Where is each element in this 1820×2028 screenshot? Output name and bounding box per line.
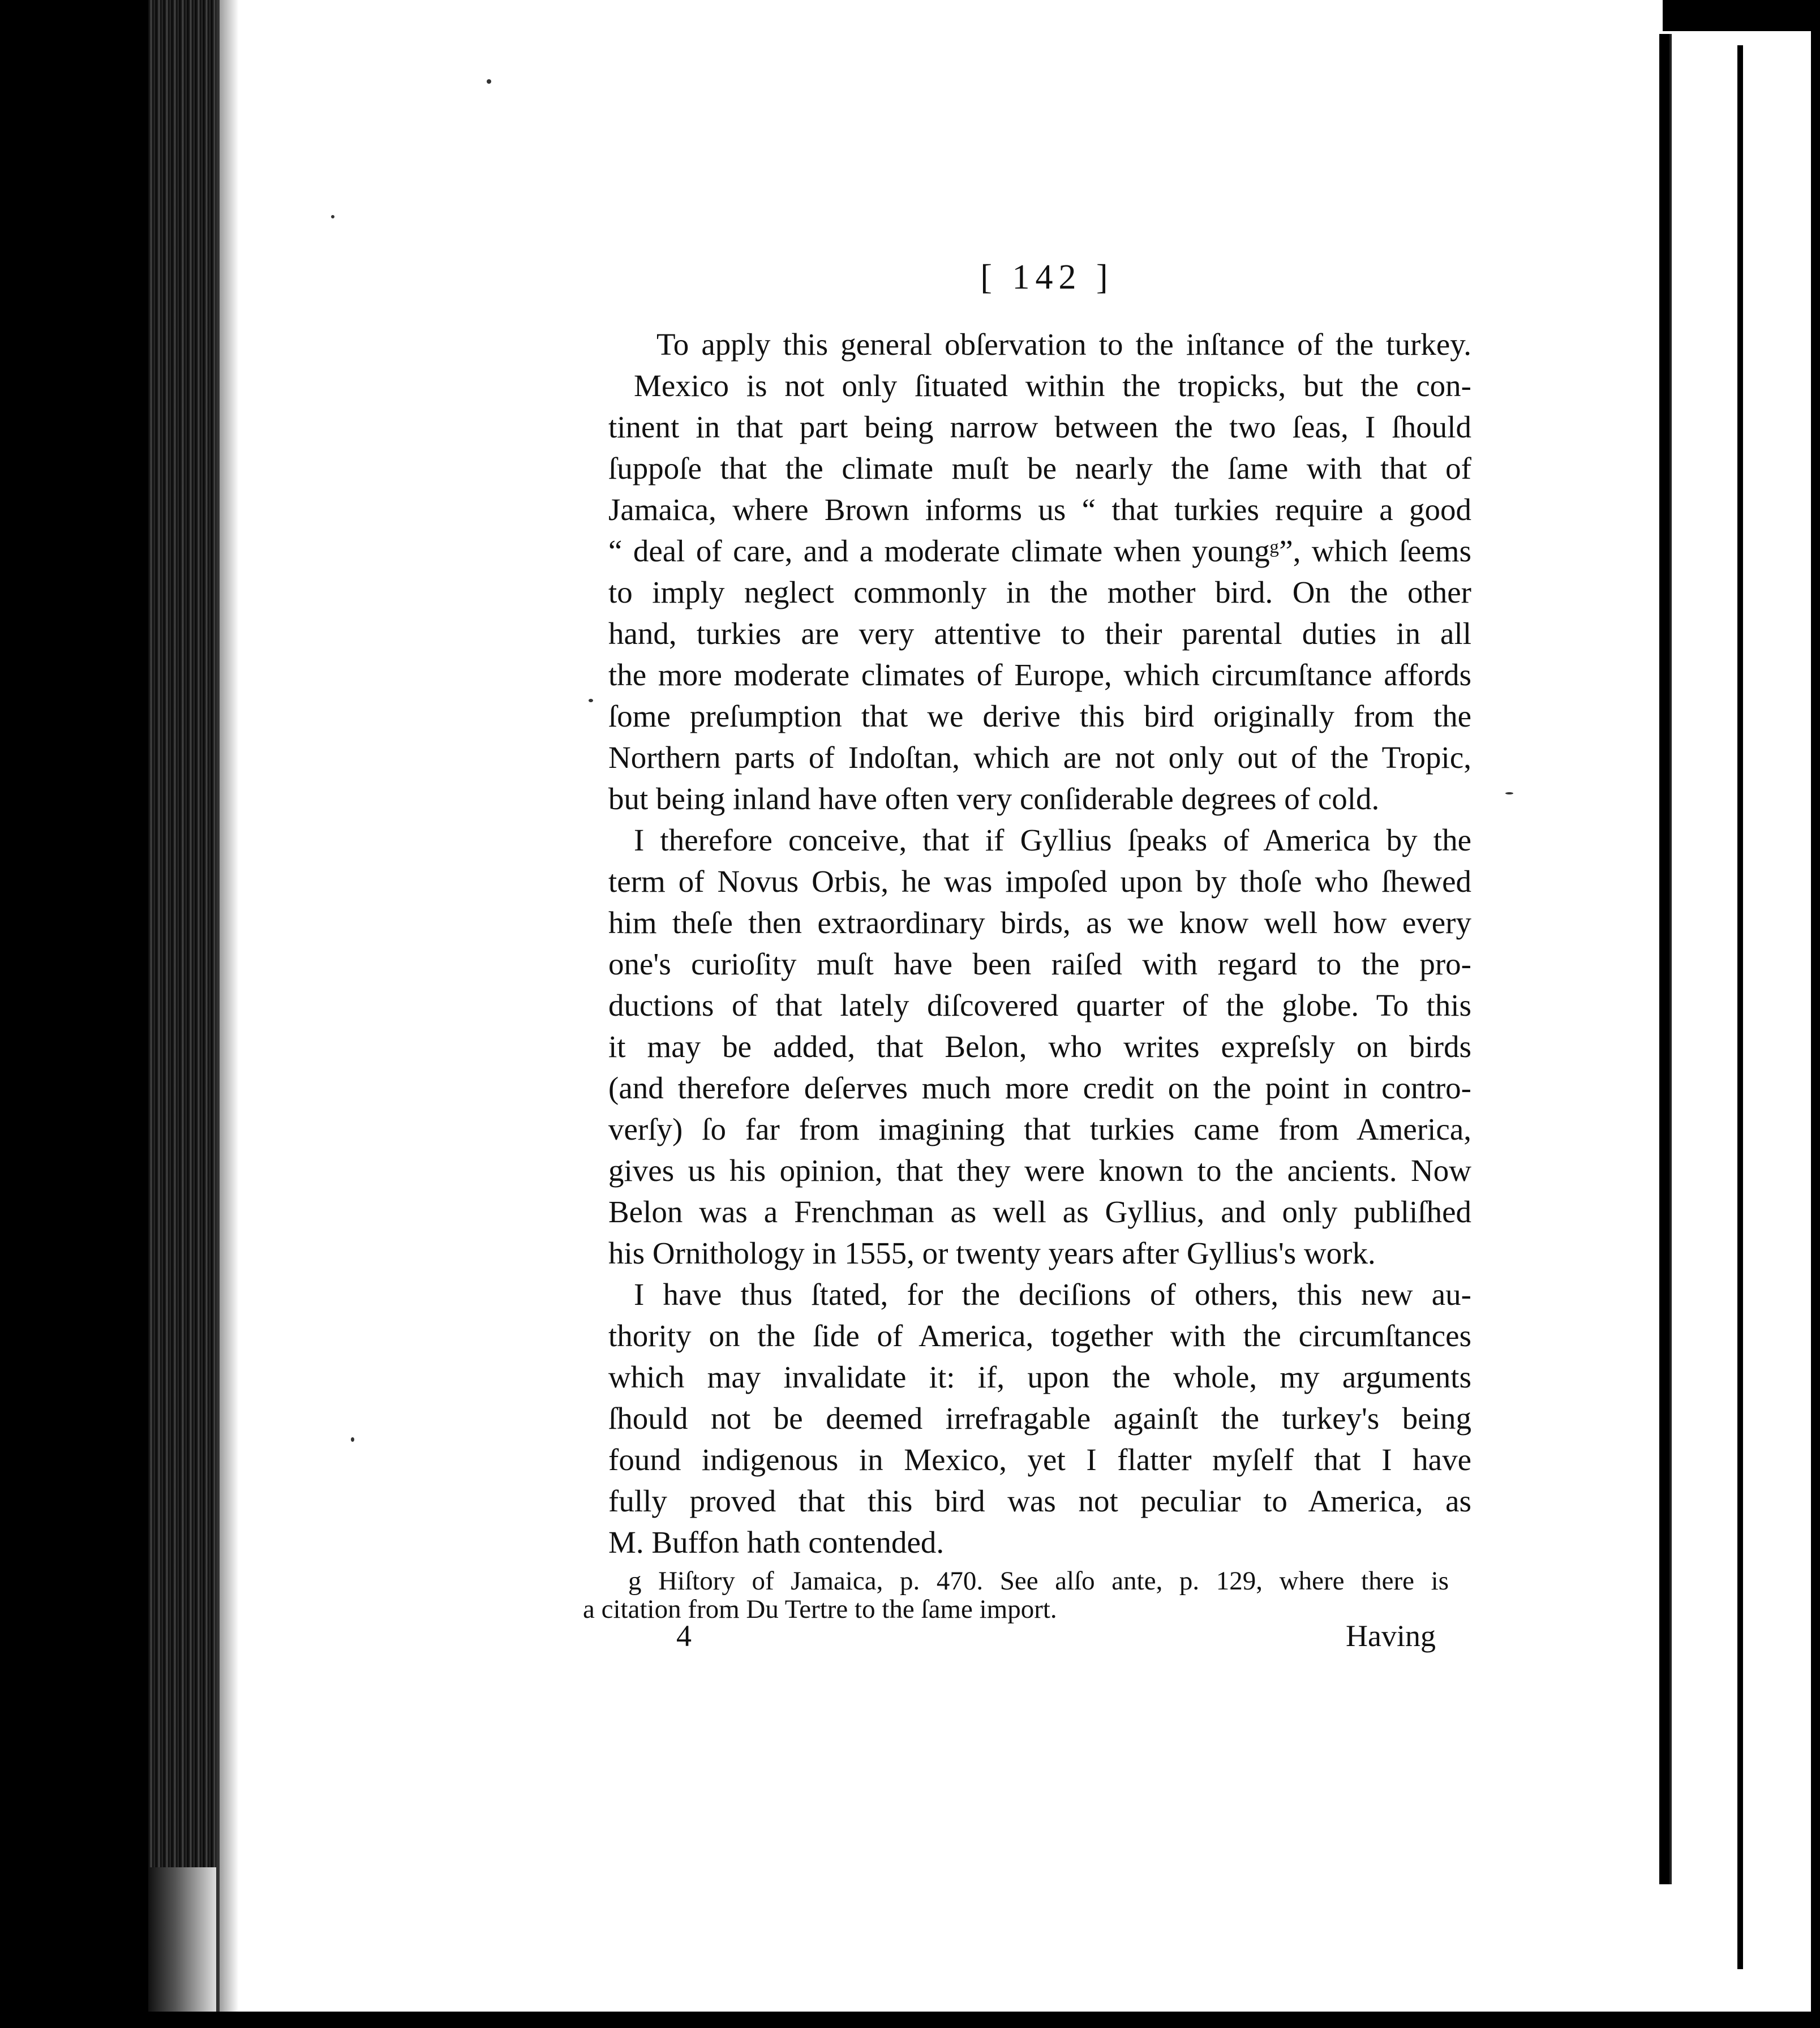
text-line: term of Novus Orbis, he was impoſed upon by thoſe who ſhewed (608, 864, 1471, 899)
text-line: it may be added, that Belon, who writes expreſsly on birds (608, 1029, 1471, 1064)
opposite-page-edge (1737, 45, 1820, 1969)
right-margin (1669, 34, 1728, 1884)
text-line: ſuppoſe that the climate muſt be nearly the ſame with that of (608, 451, 1471, 485)
catchword: Having (1346, 1619, 1436, 1653)
book-page-edges-lower (148, 1867, 216, 2012)
text-line: the more moderate climates of Europe, which circumſtance affords (608, 658, 1471, 692)
text-line: his Ornithology in 1555, or twenty years after Gyllius's work. (608, 1236, 1376, 1270)
speck (487, 79, 491, 84)
book-page-edges (148, 0, 216, 1867)
text-line: verſy) ſo far from imagining that turkies came from America, (608, 1112, 1471, 1146)
text-line: gives us his opinion, that they were known to the ancients. Now (608, 1153, 1471, 1188)
speck (1505, 792, 1513, 794)
text-line: “ deal of care, and a moderate climate when youngᵍ”, which ſeems (608, 534, 1471, 568)
text-line: I have thus ſtated, for the deciſions of others, this new au- (634, 1277, 1471, 1312)
speck (331, 215, 334, 218)
text-line: Mexico is not only ſituated within the tropicks, but the con- (634, 368, 1471, 403)
speck (589, 699, 593, 702)
text-line: ductions of that lately diſcovered quarter of the globe. To this (608, 988, 1471, 1022)
text-line: hand, turkies are very attentive to their parental duties in all (608, 616, 1471, 651)
text-line: thority on the ſide of America, together with the circumſtances (608, 1318, 1471, 1353)
text-line: (and therefore deſerves much more credit on the point in contro- (608, 1071, 1471, 1105)
speck (351, 1437, 354, 1442)
text-line: fully proved that this bird was not peculiar to America, as (608, 1484, 1471, 1518)
footnote-line: a citation from Du Tertre to the ſame import. (583, 1595, 1057, 1624)
signature-mark: 4 (676, 1619, 692, 1653)
text-line: him theſe then extraordinary birds, as we know well how every (608, 905, 1471, 940)
text-line: one's curioſity muſt have been raiſed with regard to the pro- (608, 947, 1471, 981)
scan-border-bottom (0, 2012, 1820, 2028)
text-line: Northern parts of Indoſtan, which are not only out of the Tropic, (608, 740, 1471, 775)
right-page-edge (1659, 34, 1669, 1884)
text-line: tinent in that part being narrow between the two ſeas, I ſhould (608, 410, 1471, 444)
scan-border-left (0, 0, 148, 2028)
text-line: To apply this general obſervation to the inſtance of the turkey. (656, 327, 1471, 362)
text-line: Belon was a Frenchman as well as Gyllius, and only publiſhed (608, 1195, 1471, 1229)
text-line: but being inland have often very conſiderable degrees of cold. (608, 781, 1380, 816)
text-line: ſome preſumption that we derive this bird originally from the (608, 699, 1471, 733)
text-line: Jamaica, where Brown informs us “ that turkies require a good (608, 492, 1471, 527)
footnote-line: g Hiſtory of Jamaica, p. 470. See alſo ante, p. 129, where there is (628, 1566, 1449, 1596)
page-number: [ 142 ] (980, 258, 1114, 297)
text-line: M. Buffon hath contended. (608, 1525, 945, 1559)
text-line: which may invalidate it: if, upon the whole, my arguments (608, 1360, 1471, 1394)
scan-border-right (1811, 0, 1820, 2028)
text-line: I therefore conceive, that if Gyllius ſpeaks of America by the (634, 823, 1471, 857)
text-line: ſhould not be deemed irrefragable againſt the turkey's being (608, 1401, 1471, 1436)
text-line: to imply neglect commonly in the mother bird. On the other (608, 575, 1471, 609)
text-line: found indigenous in Mexico, yet I flatter myſelf that I have (608, 1442, 1471, 1477)
gutter-shadow (216, 0, 239, 2012)
